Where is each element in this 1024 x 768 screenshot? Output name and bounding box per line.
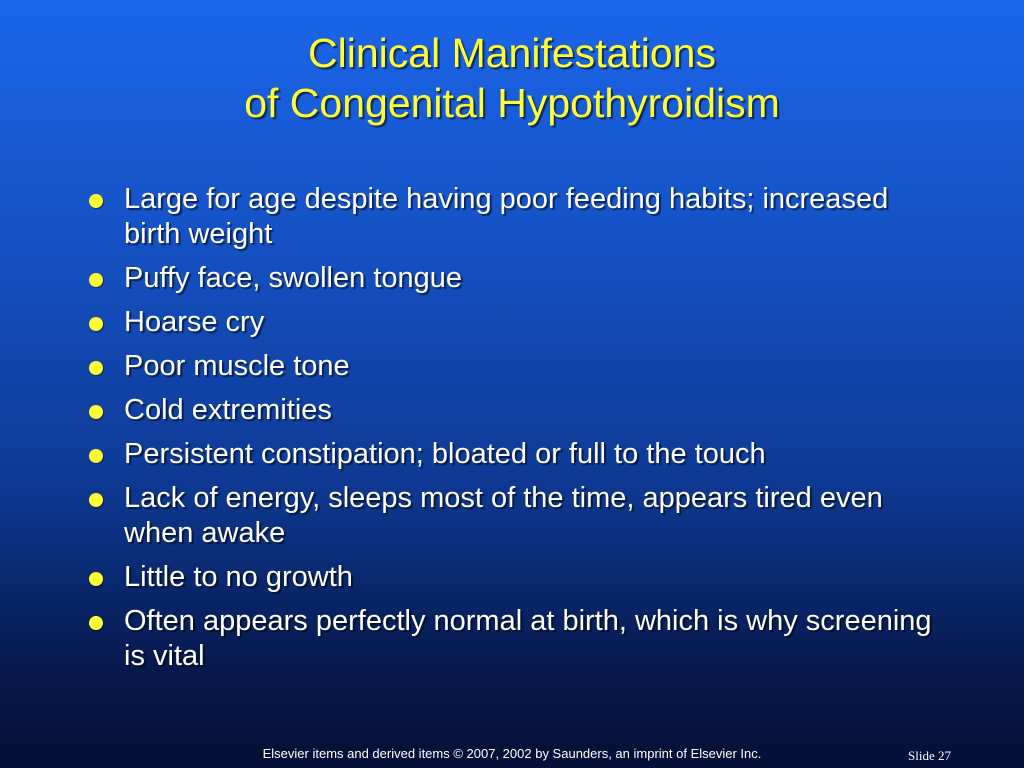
bullet-item [87, 261, 947, 296]
bullet-text: Cold extremities [124, 394, 332, 426]
bullet-dot-icon [89, 449, 103, 463]
bullet-dot-icon [89, 194, 103, 208]
bullet-text: Puffy face, swollen tongue [124, 262, 463, 294]
bullet-text: Hoarse cry [124, 306, 265, 338]
bullet-item [87, 393, 947, 428]
bullet-item [87, 560, 947, 595]
slide-title-line-1: Clinical Manifestations [308, 30, 716, 76]
bullet-text: Large for age despite having poor feeding habits; increased birth weight [124, 183, 889, 250]
bullet-text: Poor muscle tone [124, 350, 350, 382]
bullet-dot-icon [89, 616, 103, 630]
copyright-footer: Elsevier items and derived items © 2007, 2002 by Saunders, an imprint of Elsevier Inc. [262, 746, 762, 761]
bullet-list [87, 182, 947, 683]
bullet-dot-icon [89, 317, 103, 331]
bullet-text: Often appears perfectly normal at birth, which is why screening is vital [124, 605, 932, 672]
bullet-dot-icon [89, 405, 103, 419]
slide-number: Slide 27 [908, 748, 951, 763]
slide-title-line-2: of Congenital Hypothyroidism [244, 80, 780, 126]
bullet-item [87, 604, 947, 674]
bullet-text: Persistent constipation; bloated or full to the touch [124, 438, 766, 470]
bullet-item [87, 349, 947, 384]
bullet-dot-icon [89, 493, 103, 507]
slide-title [0, 28, 1024, 128]
bullet-text: Little to no growth [124, 561, 353, 593]
bullet-dot-icon [89, 273, 103, 287]
bullet-item [87, 305, 947, 340]
bullet-item [87, 481, 947, 551]
bullet-text: Lack of energy, sleeps most of the time, appears tired even when awake [124, 482, 883, 549]
bullet-item [87, 182, 947, 252]
bullet-dot-icon [89, 361, 103, 375]
bullet-dot-icon [89, 572, 103, 586]
bullet-item [87, 437, 947, 472]
